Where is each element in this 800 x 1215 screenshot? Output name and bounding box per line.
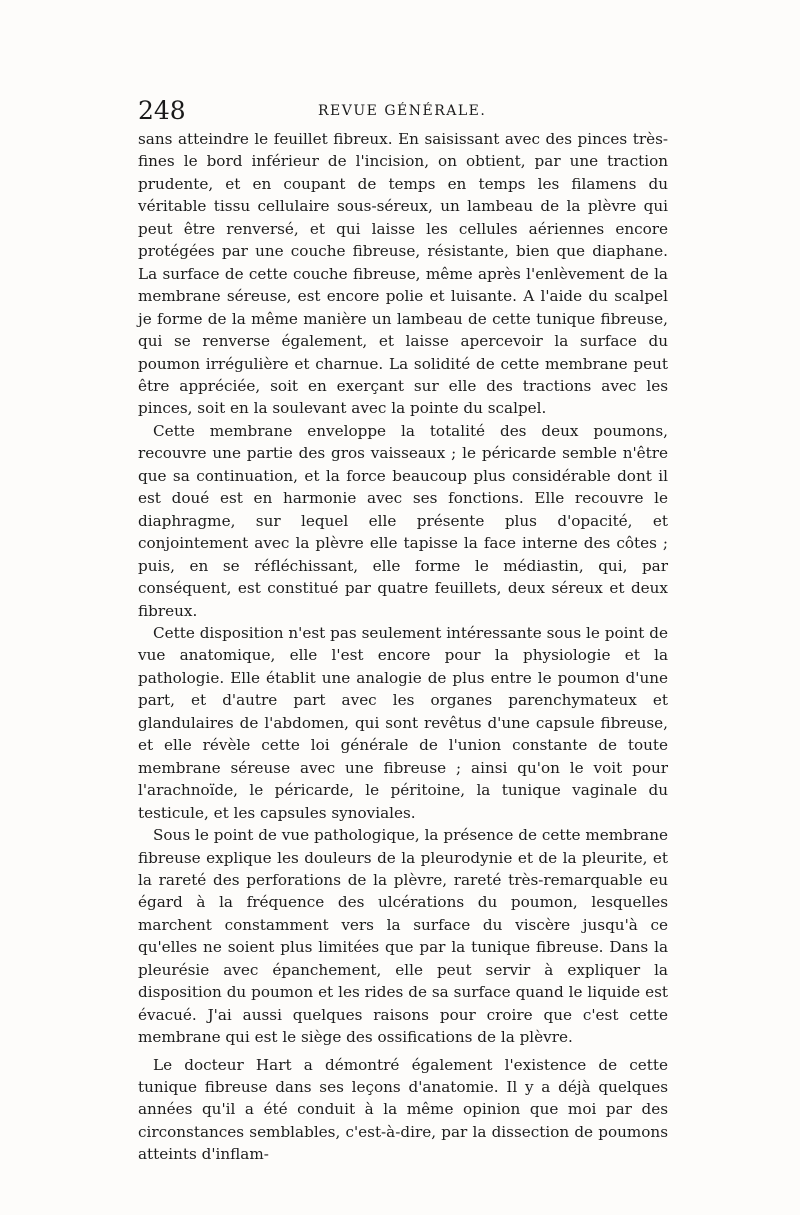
body-text <box>138 128 668 1166</box>
paragraph: Le docteur Hart a démontré également l'existence de cette tunique fibreuse dans ses leçons d'anatomie. Il y a déjà quelques années qu'il a été conduit à la même opinion que moi par des circonstances semblables, c'est-à-dire, par la dissection de poumons atteints d'inflam- <box>138 1055 668 1164</box>
paragraph: Cette membrane enveloppe la totalité des deux poumons, recouvre une partie des gros vaisseaux ; le péricarde semble n'être que sa continuation, et la force beaucoup plus considérable dont il est doué est en harmonie avec ses fonctions. Elle recouvre le diaphragme, sur lequel elle présente plus d'opacité, et conjointement avec la plèvre elle tapisse la face interne des côtes ; puis, en se réfléchissant, elle forme le médiastin, qui, par conséquent, est constitué par quatre feuillets, deux séreux et deux fibreux. <box>138 421 668 620</box>
page-number: 248 <box>138 96 186 125</box>
running-title: REVUE GÉNÉRALE. <box>318 103 487 119</box>
page-header <box>138 96 668 126</box>
paragraph: Cette disposition n'est pas seulement intéressante sous le point de vue anatomique, elle l'est encore pour la physiologie et la pathologie. Elle établit une analogie de plus entre le poumon d'une part, et d'autre part avec les organes parenchymateux et glandulaires de l'abdomen, qui sont revêtus d'une capsule fibreuse, et elle révèle cette loi générale de l'union constante de toute membrane séreuse avec une fibreuse ; ainsi qu'on le voit pour l'arachnoïde, le péricarde, le péritoine, la tunique vaginale du testicule, et les capsules synoviales. <box>138 623 668 822</box>
paragraph: Sous le point de vue pathologique, la présence de cette membrane fibreuse explique les douleurs de la pleurodynie et de la pleurite, et la rareté des perforations de la plèvre, rareté très-remarquable eu égard à la fréquence des ulcérations du poumon, lesquelles marchent constamment vers la surface du viscère jusqu'à ce qu'elles ne soient plus limitées que par la tunique fibreuse. Dans la pleurésie avec épanchement, elle peut servir à expliquer la disposition du poumon et les rides de sa surface quand le liquide est évacué. J'ai aussi quelques raisons pour croire que c'est cette membrane qui est le siège des ossifications de la plèvre. <box>138 826 668 1047</box>
paragraph: sans atteindre le feuillet fibreux. En saisissant avec des pinces très-fines le bord inférieur de l'incision, on obtient, par une traction prudente, et en coupant de temps en temps les filamens du véritable tissu cellulaire sous-séreux, un lambeau de la plèvre qui peut être renversé, et qui laisse les cellules aériennes encore protégées par une couche fibreuse, résistante, bien que diaphane. La surface de cette couche fibreuse, même après l'enlèvement de la membrane séreuse, est encore polie et luisante. A l'aide du scalpel je forme de la même manière un lambeau de cette tunique fibreuse, qui se renverse également, et laisse apercevoir la surface du poumon irrégulière et charnue. La solidité de cette membrane peut être appréciée, soit en exerçant sur elle des tractions avec les pinces, soit en la soulevant avec la pointe du scalpel. <box>138 130 668 418</box>
